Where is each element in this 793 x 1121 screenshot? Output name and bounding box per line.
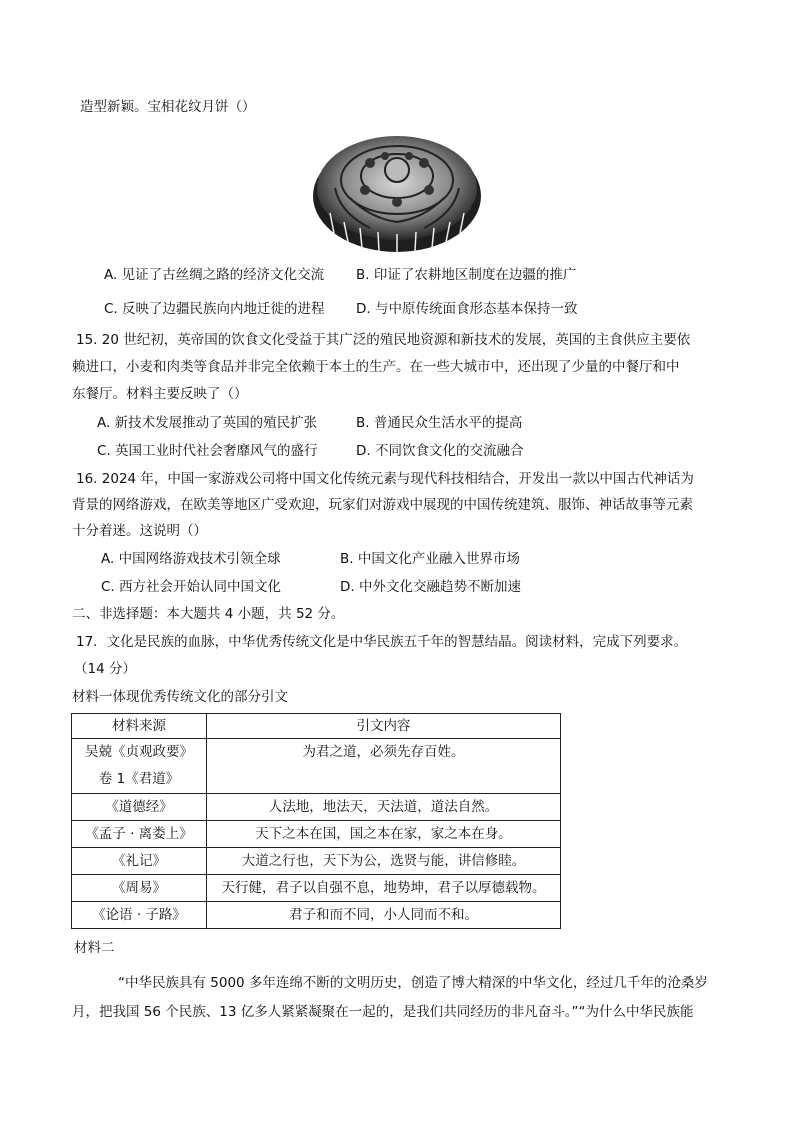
section-heading: 二、非选择题：本大题共 4 小题，共 52 分。 [72,606,345,622]
q15-option-b: B. 普通民众生活水平的提高 [356,415,523,431]
table-row [72,902,561,929]
table-cell-content: 天行健，君子以自强不息，地势坤，君子以厚德载物。 [207,875,561,902]
q14-option-c: C. 反映了边疆民族向内地迁徙的进程 [104,301,325,317]
material2-line1: “中华民族具有 5000 多年连绵不断的文明历史，创造了博大精深的中华文化，经过几千年的沧桑岁 [118,975,708,991]
table-cell-source: 《道德经》 [72,794,207,821]
q16-option-d: D. 中外文化交融趋势不断加速 [340,579,521,595]
q17-stem-line1: 17．文化是民族的血脉，中华优秀传统文化是中华民族五千年的智慧结晶。阅读材料，完成下列要求。 [76,634,688,650]
table-header-content: 引文内容 [207,714,561,739]
q16-stem-line1: 16. 2024 年，中国一家游戏公司将中国文化传统元素与现代科技相结合，开发出一款以中国古代神话为 [76,471,694,487]
material2-title: 材料二 [74,940,115,956]
mooncake-photo-icon [310,118,484,258]
table-cell-content: 君子和而不同，小人同而不和。 [207,902,561,929]
table-cell-source [72,739,207,794]
q15-option-c: C. 英国工业时代社会奢靡风气的盛行 [97,443,318,459]
q15-stem-line2: 赖进口，小麦和肉类等食品并非完全依赖于本土的生产。在一些大城市中，还出现了少量的中餐厅和中 [72,359,680,375]
source-line: 卷 1《君道》 [98,771,180,787]
q14-stem-tail: 造型新颖。宝相花纹月饼（） [80,99,256,115]
q16-stem-line3: 十分着迷。这说明（） [72,523,207,539]
q15-option-a: A. 新技术发展推动了英国的殖民扩张 [97,415,318,431]
table-header-source: 材料来源 [72,714,207,739]
table-row [72,739,561,794]
q16-option-a: A. 中国网络游戏技术引领全球 [101,551,281,567]
q14-option-a: A. 见证了古丝绸之路的经济文化交流 [104,267,325,283]
q14-option-b: B. 印证了农耕地区制度在边疆的推广 [356,267,577,283]
q15-option-d: D. 不同饮食文化的交流融合 [356,443,524,459]
table-cell-source: 《孟子 · 离娄上》 [72,821,207,848]
table-cell-content: 人法地，地法天，天法道，道法自然。 [207,794,561,821]
table-row [72,821,561,848]
q17-stem-line2: （14 分） [74,661,136,677]
table-cell-source: 《礼记》 [72,848,207,875]
table-cell-source: 《论语 · 子路》 [72,902,207,929]
material1-title: 材料一体现优秀传统文化的部分引文 [72,689,288,705]
table-row [72,848,561,875]
material2-line2: 月，把我国 56 个民族、13 亿多人紧紧凝聚在一起的，是我们共同经历的非凡奋斗。”“为什么中华民族能 [72,1004,694,1020]
table-cell-source: 《周易》 [72,875,207,902]
citation-table [71,713,561,929]
table-cell-content: 为君之道，必须先存百姓。 [207,739,561,794]
table-header-row [72,714,561,739]
source-line: 吴兢《贞观政要》 [85,744,193,760]
q16-option-c: C. 西方社会开始认同中国文化 [101,579,282,595]
q16-option-b: B. 中国文化产业融入世界市场 [340,551,520,567]
table-row [72,794,561,821]
table-cell-content: 大道之行也，天下为公，选贤与能，讲信修睦。 [207,848,561,875]
table-row [72,875,561,902]
q15-stem-line3: 东餐厅。材料主要反映了（） [72,386,248,402]
q14-option-d: D. 与中原传统面食形态基本保持一致 [356,301,578,317]
q16-stem-line2: 背景的网络游戏，在欧美等地区广受欢迎，玩家们对游戏中展现的中国传统建筑、服饰、神话故事等元素 [72,497,693,513]
q15-stem-line1: 15. 20 世纪初，英帝国的饮食文化受益于其广泛的殖民地资源和新技术的发展，英国的主食供应主要依 [76,332,691,348]
table-cell-content: 天下之本在国，国之本在家，家之本在身。 [207,821,561,848]
